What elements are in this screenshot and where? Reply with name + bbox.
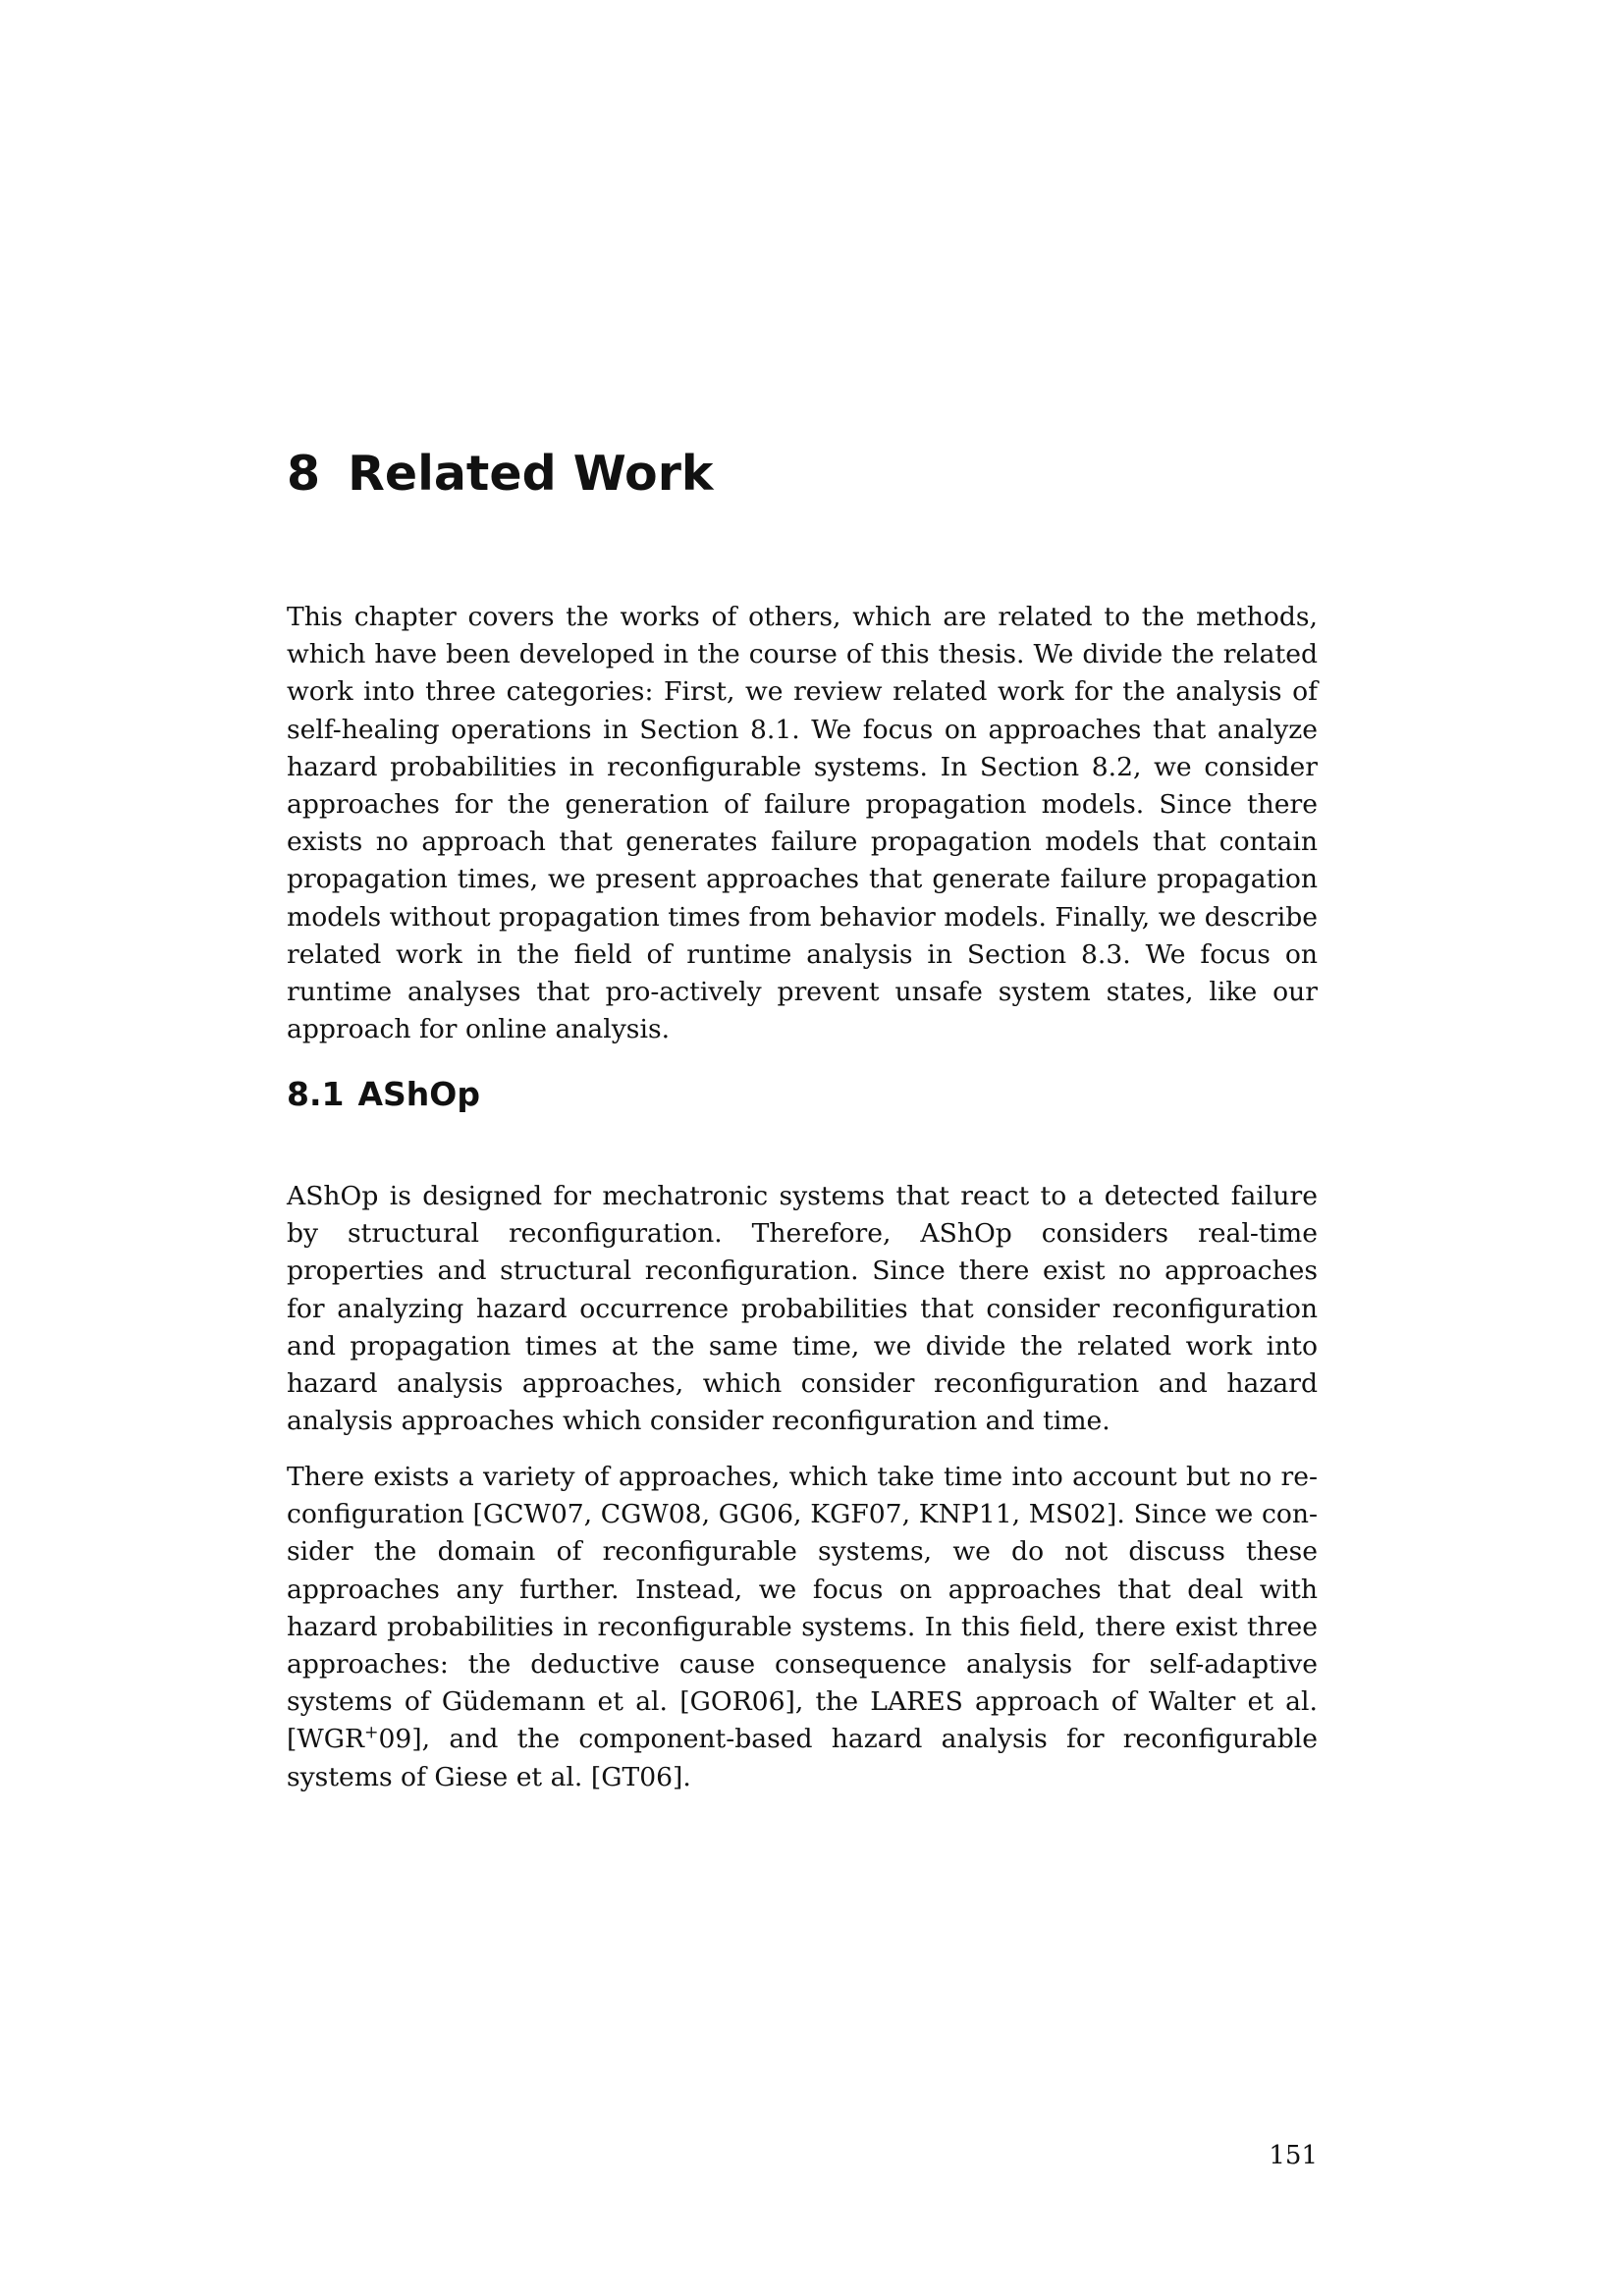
page-number: 151 — [1269, 2141, 1318, 2170]
paragraph-text-part-2: 09], and the component-based hazard analysis for reconfigurable systems of Giese et al. [GT06]. — [287, 1724, 1318, 1792]
chapter-title: Related Work — [348, 446, 714, 502]
section-paragraph-2 — [287, 1459, 1318, 1796]
paragraph-text-part-1: There exists a variety of approaches, which take time into account but no reconfiguration [GCW07, CGW08, GG06, KGF07, KNP11, MS02]. Since we consider the domain of reconfigurable systems, we do not discuss these approaches any further. Instead, we focus on approaches that deal with hazard probabilities in reconfigurable systems. In this field, there exist three approaches: the deductive cause consequence analysis for self-adaptive systems of Güdemann et al. [GOR06], the LARES approach of Walter et al. [WGR — [287, 1462, 1318, 1755]
intro-paragraph: This chapter covers the works of others, which are related to the methods, which have been developed in the course of this thesis. We divide the related work into three categories: First, we review related work for the analysis of self-healing operations in Section 8.1. We focus on approaches that analyze hazard probabilities in reconfigurable systems. In Section 8.2, we consider approaches for the generation of failure propagation models. Since there exists no approach that generates failure propagation models that contain propagation times, we present approaches that generate failure propagation models without propagation times from behavior models. Finally, we describe related work in the field of runtime analysis in Section 8.3. We focus on runtime analyses that pro-actively prevent unsafe system states, like our approach for online analysis. — [287, 602, 1318, 1045]
superscript-plus: + — [363, 1723, 379, 1743]
section-title: AShOp — [357, 1075, 480, 1113]
section-heading — [287, 1075, 480, 1113]
chapter-heading — [287, 446, 714, 502]
section-number: 8.1 — [287, 1075, 345, 1113]
chapter-number: 8 — [287, 446, 321, 502]
section-paragraph-1: AShOp is designed for mechatronic systems that react to a detected failure by structural reconfiguration. Therefore, AShOp considers real-time properties and structural reconfiguration. Since there exist no approaches for analyzing hazard occurrence probabilities that consider reconfiguration and propagation times at the same time, we divide the related work into hazard analysis approaches, which consider reconfiguration and hazard analysis approaches which consider reconfiguration and time. — [287, 1181, 1318, 1437]
